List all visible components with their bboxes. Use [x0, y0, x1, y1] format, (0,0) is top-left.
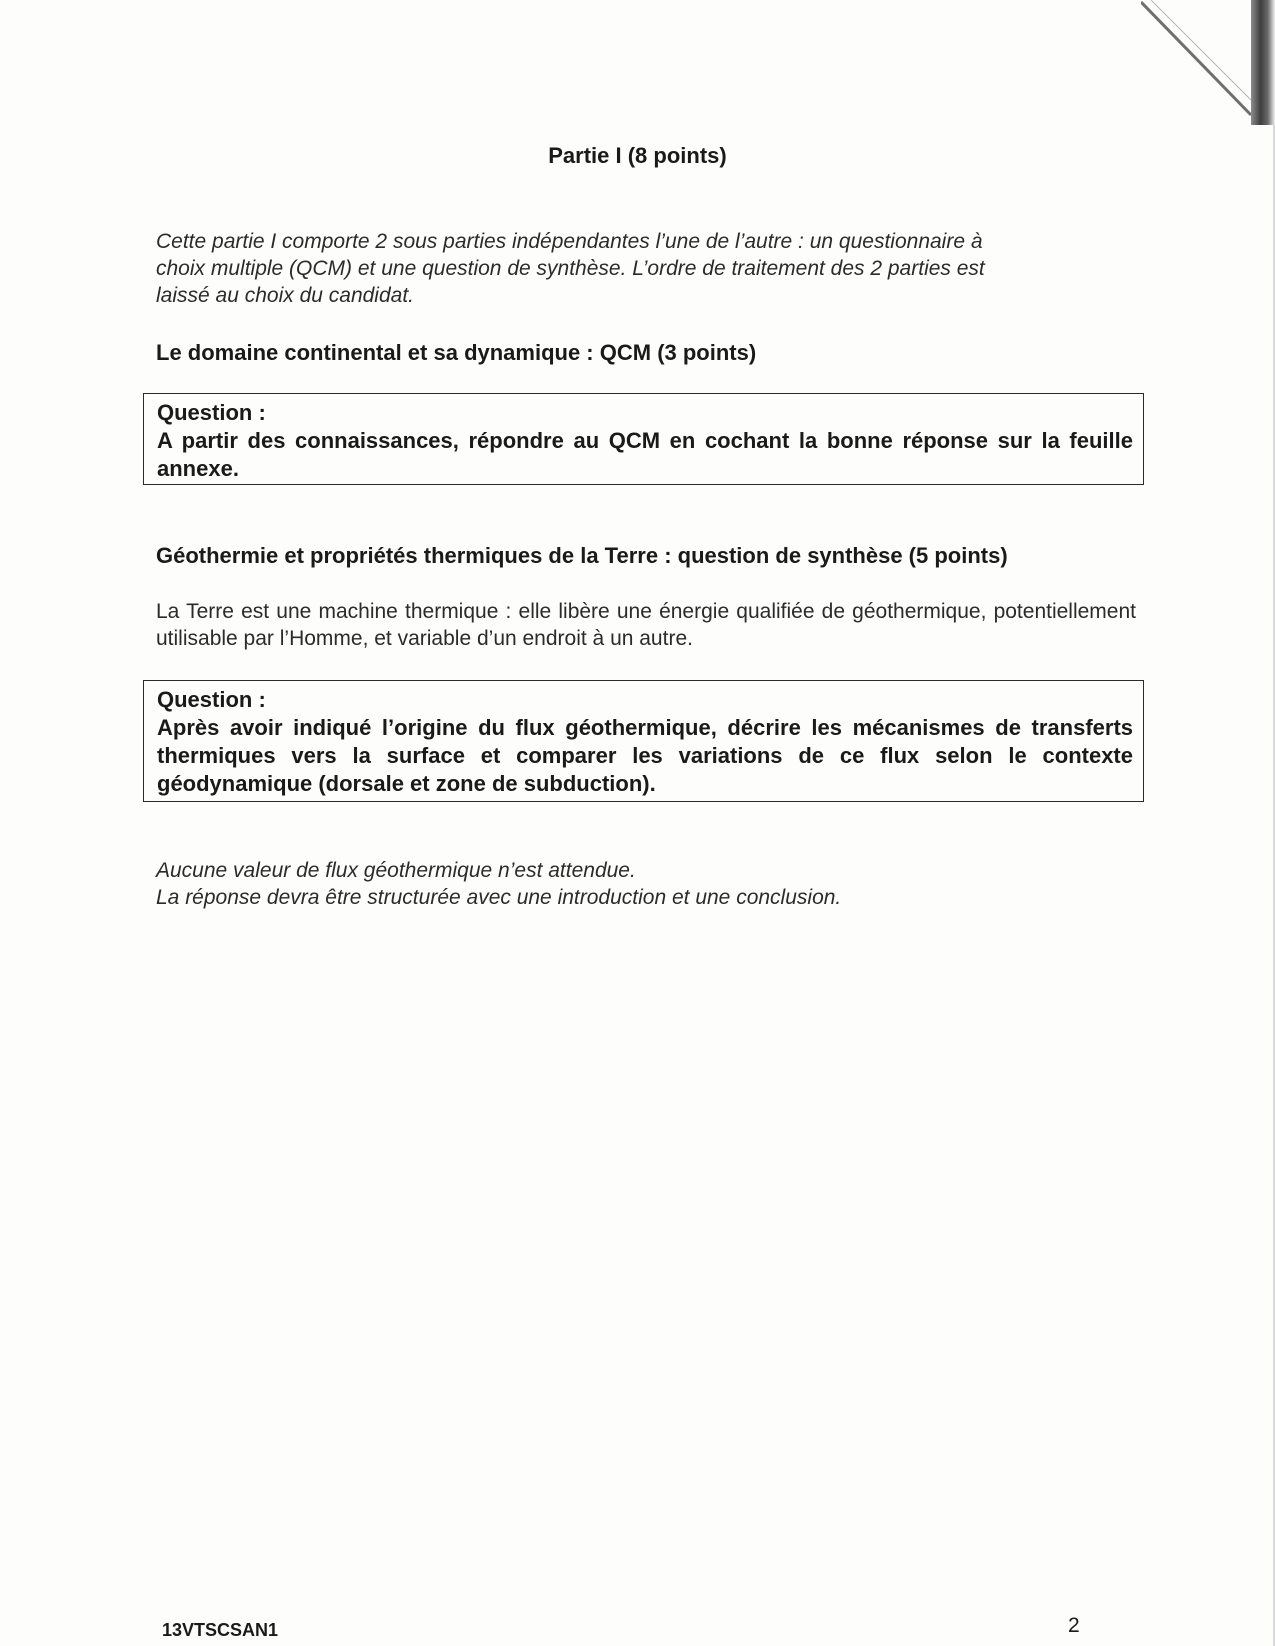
instruction-notes	[156, 857, 1136, 911]
intro-line: Cette partie I comporte 2 sous parties indépendantes l’une de l’autre : un questionnaire à	[156, 230, 983, 253]
question-text: A partir des connaissances, répondre au QCM en cochant la bonne réponse sur la feuille annexe.	[157, 428, 1133, 481]
page-number: 2	[1068, 1614, 1080, 1637]
question-label: Question :	[157, 400, 266, 425]
note-line: La réponse devra être structurée avec une introduction et une conclusion.	[156, 886, 842, 909]
exam-code: 13VTSCSAN1	[162, 1620, 279, 1640]
context-paragraph: La Terre est une machine thermique : elle libère une énergie qualifiée de géothermique, potentiellement utilisable par l’Homme, et variable d’un endroit à un autre.	[156, 600, 1136, 650]
corner-fold-mark	[1141, 0, 1251, 125]
section-heading-synthese: Géothermie et propriétés thermiques de la Terre : question de synthèse (5 points)	[156, 543, 1008, 568]
page-title: Partie I (8 points)	[548, 143, 727, 168]
intro-line: laissé au choix du candidat.	[156, 284, 414, 307]
question-box-synthese	[143, 680, 1144, 802]
intro-line: choix multiple (QCM) et une question de synthèse. L’ordre de traitement des 2 parties est	[156, 257, 985, 280]
question-box-qcm	[143, 393, 1144, 485]
note-line: Aucune valeur de flux géothermique n’est attendue.	[156, 859, 636, 882]
intro-paragraph	[156, 228, 1136, 309]
scan-edge-bar	[1251, 0, 1275, 125]
question-label: Question :	[157, 687, 266, 712]
section-heading-qcm: Le domaine continental et sa dynamique : QCM (3 points)	[156, 340, 757, 365]
question-text: Après avoir indiqué l’origine du flux géothermique, décrire les mécanismes de transferts thermiques vers la surface et comparer les variations de ce flux selon le contexte géodynamique (dorsale et zone de subduction).	[157, 715, 1133, 796]
